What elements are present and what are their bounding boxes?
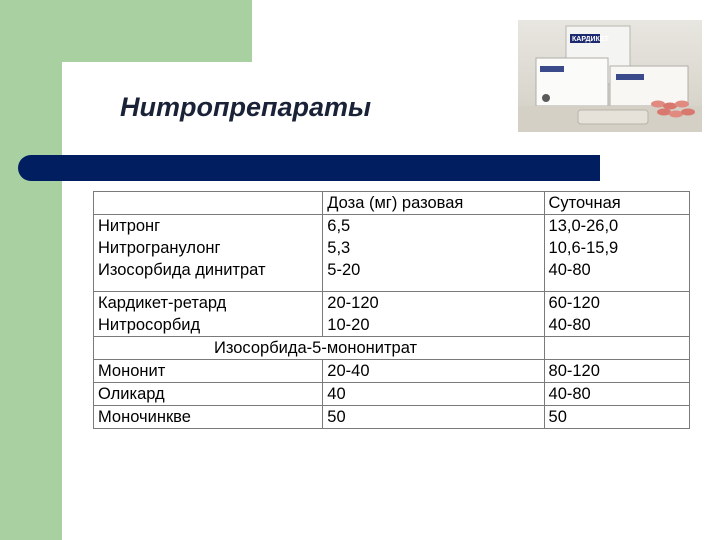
- daily-dose: 40-80: [544, 383, 689, 406]
- group-2-row: [94, 292, 690, 337]
- daily-dose: 40-80: [548, 316, 591, 334]
- drug-package-photo: [518, 20, 702, 132]
- drug-name: Нитросорбид: [98, 316, 201, 334]
- single-dose: 6,5: [327, 217, 351, 235]
- box-label-text: КАРДИКЕТ: [572, 36, 609, 43]
- header-daily-dose-cell: Суточная: [544, 192, 689, 215]
- blister-pack-icon: [578, 110, 648, 124]
- drug-name: Нитронг: [98, 217, 161, 235]
- drug-name: Изосорбида динитрат: [98, 261, 266, 279]
- group-1-daily-doses: [544, 215, 689, 292]
- daily-dose: 13,0-26,0: [548, 217, 619, 235]
- nitrate-drugs-table: [93, 191, 690, 429]
- daily-dose: 80-120: [544, 360, 689, 383]
- table-header-row: [94, 192, 690, 215]
- daily-dose: 10,6-15,9: [548, 239, 619, 257]
- single-dose: 5-20: [327, 261, 361, 279]
- header-name-cell: [94, 192, 323, 215]
- single-dose: 40: [323, 383, 544, 406]
- group-2-single-doses: [323, 292, 544, 337]
- green-top-band: [0, 0, 252, 62]
- header-single-dose-cell: Доза (мг) разовая: [323, 192, 544, 215]
- drug-name: Нитрогранулонг: [98, 239, 221, 257]
- drug-package-illustration: [518, 20, 702, 132]
- daily-dose: 50: [544, 406, 689, 429]
- drug-name: Моночинкве: [94, 406, 323, 429]
- group-1-names: [94, 215, 323, 292]
- table-row: [94, 383, 690, 406]
- group-2-daily-doses: [544, 292, 689, 337]
- drug-name: Мононит: [94, 360, 323, 383]
- single-dose: 5,3: [327, 239, 351, 257]
- group-1-single-doses: [323, 215, 544, 292]
- group-2-names: [94, 292, 323, 337]
- box-right-icon: [610, 66, 688, 106]
- section-title: Изосорбида-5-мононитрат: [94, 337, 545, 360]
- group-1-row: [94, 215, 690, 292]
- single-dose: 10-20: [327, 316, 370, 334]
- daily-dose: 40-80: [548, 261, 591, 279]
- single-dose: 20-120: [327, 294, 379, 312]
- drug-name: Оликард: [94, 383, 323, 406]
- slide-title: Нитропрепараты: [120, 92, 372, 122]
- single-dose: 50: [323, 406, 544, 429]
- single-dose: 20-40: [323, 360, 544, 383]
- title-underline-bar: [18, 155, 600, 181]
- green-side-band: [0, 0, 62, 540]
- table-row: [94, 360, 690, 383]
- table-row: [94, 406, 690, 429]
- drug-name: Кардикет-ретард: [98, 294, 227, 312]
- daily-dose: 60-120: [548, 294, 600, 312]
- section-title-row: [94, 337, 690, 360]
